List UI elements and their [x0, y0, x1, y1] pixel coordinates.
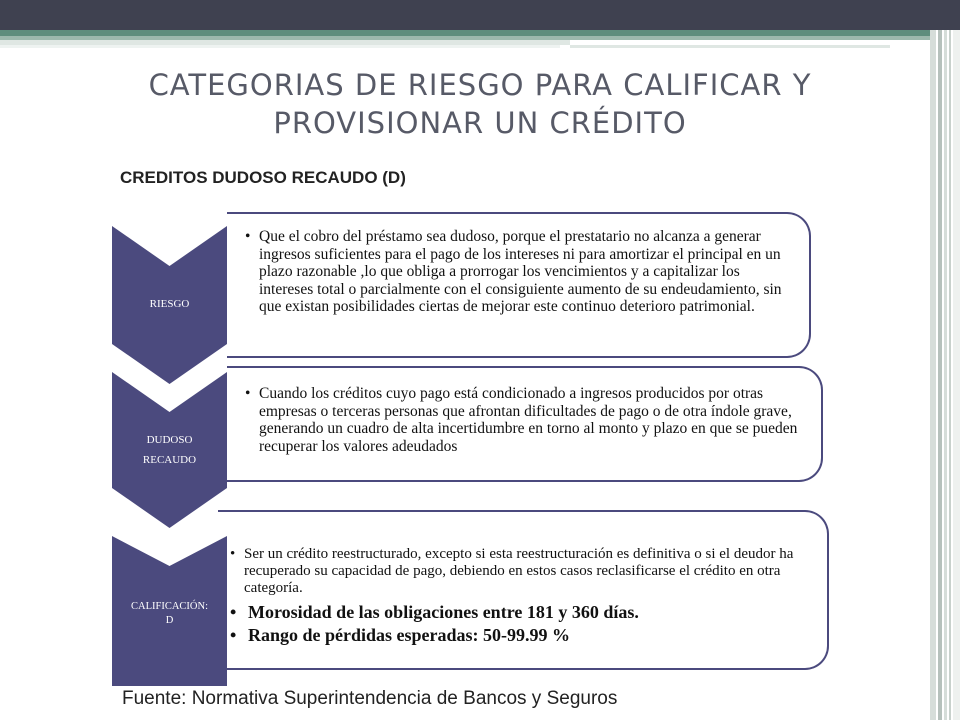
header-stripe [0, 45, 560, 48]
riesgo-description-box [227, 212, 811, 358]
header-stripe [570, 45, 890, 48]
dudoso-bullet-list [245, 385, 807, 455]
label-line: D [165, 615, 174, 626]
calificacion-bullet-morosidad: • Morosidad de las obligaciones entre 181 y 360 días. [230, 601, 813, 623]
label-line: CALIFICACIÓN: [130, 601, 208, 612]
source-footer: Fuente: Normativa Superintendencia de Bancos y Seguros [122, 688, 618, 709]
label-line: DUDOSO [146, 434, 193, 446]
header-bar-corner [930, 0, 960, 30]
calificacion-label [112, 600, 227, 628]
calificacion-bullet: • Ser un crédito reestructurado, excepto si esta reestructuración es definitiva o si el deudor ha recuperado su capacidad de pago, debiendo en estos casos reclasificarse el crédito en otra categoría. [230, 546, 813, 597]
label-line: RIESGO [149, 298, 190, 310]
riesgo-label [112, 294, 227, 314]
riesgo-bullet-list [245, 228, 795, 316]
side-stripe [949, 0, 951, 720]
slide-subtitle: CREDITOS DUDOSO RECAUDO (D) [120, 168, 406, 187]
calificacion-bullet-list [230, 546, 813, 647]
dudoso-recaudo-label [112, 430, 227, 470]
slide-title [100, 66, 860, 142]
side-stripe [944, 0, 947, 720]
dudoso-recaudo-chevron [112, 372, 227, 528]
header-bar [0, 0, 960, 30]
calificacion-description-box [218, 510, 829, 670]
calificacion-chevron [112, 536, 227, 686]
dudoso-description-box [227, 366, 823, 482]
side-stripe [953, 0, 960, 720]
label-line: RECAUDO [142, 454, 197, 466]
riesgo-bullet: • Que el cobro del préstamo sea dudoso, porque el prestatario no alcanza a generar ingresos suficientes para el pago de los intereses ni para amortizar el principal en un plazo razonable ,lo que obliga a prorrogar los vencimientos y a capitalizar los intereses total o parcialmente con el consiguiente aumento de su endeudamiento, sin que existan posibilidades ciertas de mejorar este continuo deterioro patrimonial. [245, 228, 795, 316]
side-stripe [938, 0, 942, 720]
calificacion-bullet-perdidas: • Rango de pérdidas esperadas: 50-99.99 % [230, 623, 813, 647]
title-line-1: CATEGORIAS DE RIESGO PARA CALIFICAR Y [148, 68, 812, 102]
title-line-2: PROVISIONAR UN CRÉDITO [273, 106, 687, 140]
riesgo-chevron [112, 226, 227, 384]
dudoso-bullet: • Cuando los créditos cuyo pago está condicionado a ingresos producidos por otras empresas o terceras personas que afrontan dificultades de pago o de otra índole grave, generando un cuadro de alta incertidumbre en torno al monto y plazo en que se pueden recuperar los valores adeudados [245, 385, 807, 455]
side-stripe [930, 0, 936, 720]
